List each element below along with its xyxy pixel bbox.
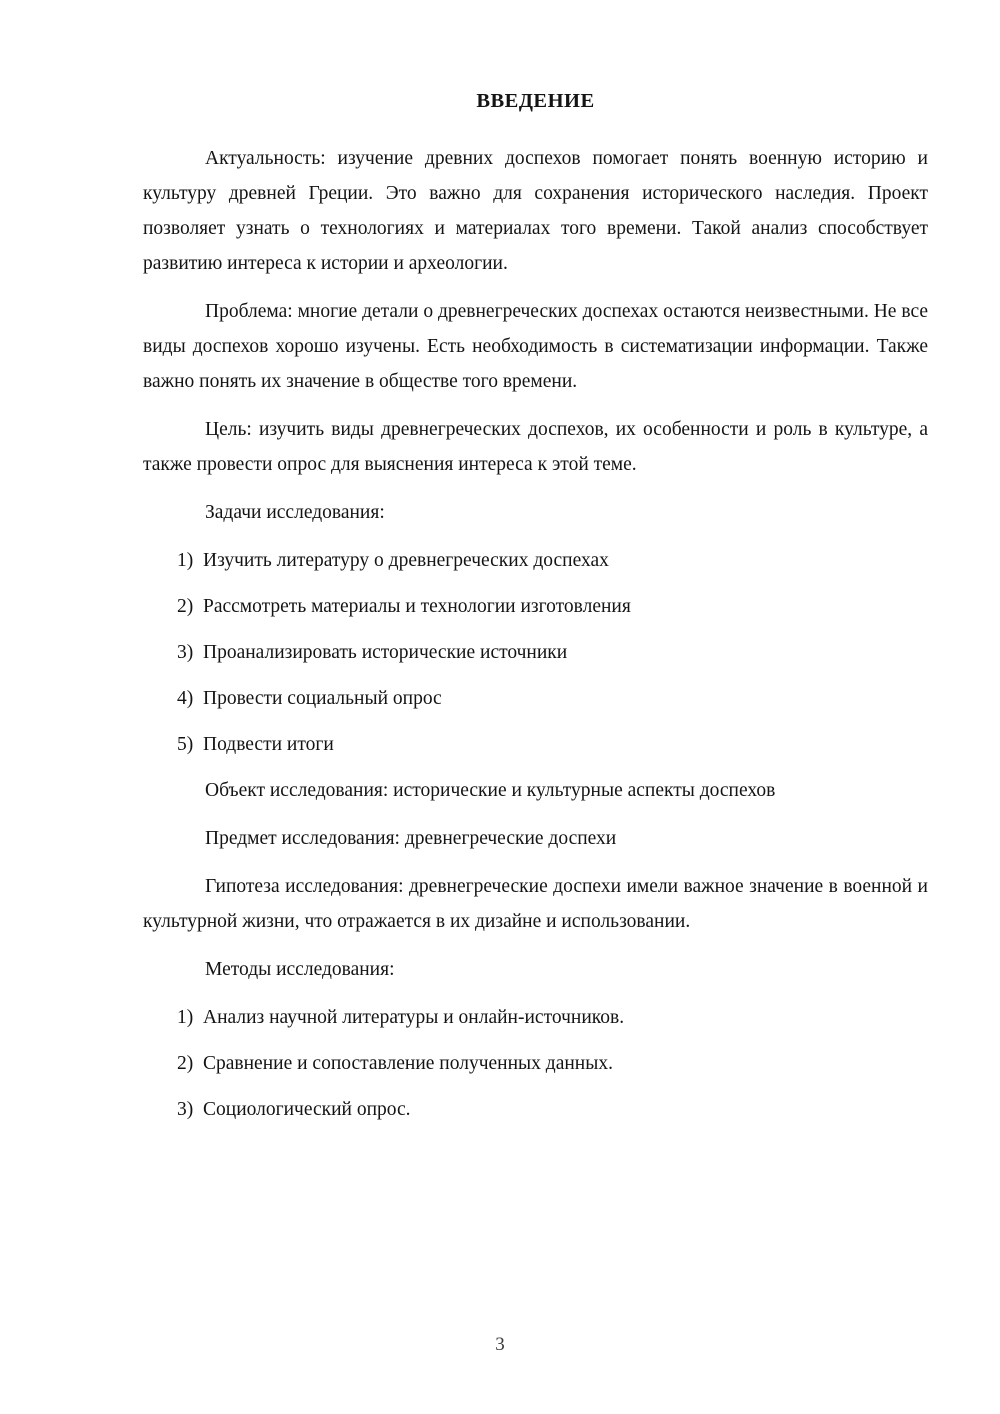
paragraph-object: Объект исследования: исторические и культурные аспекты доспехов <box>205 780 776 801</box>
task-text: Изучить литературу о древнегреческих доспехах <box>203 550 609 571</box>
task-item-1 <box>177 543 928 578</box>
task-text: Рассмотреть материалы и технологии изготовления <box>203 596 631 617</box>
paragraph-subject: Предмет исследования: древнегреческие доспехи <box>205 828 617 849</box>
method-item-2 <box>177 1046 928 1081</box>
task-item-4 <box>177 681 928 716</box>
tasks-heading: Задачи исследования: <box>205 502 385 523</box>
task-text: Провести социальный опрос <box>203 688 442 709</box>
method-text: Социологический опрос. <box>203 1099 411 1120</box>
method-number: 1) <box>177 1007 194 1028</box>
task-number: 4) <box>177 688 194 709</box>
paragraph-hypothesis: Гипотеза исследования: древнегреческие доспехи имели важное значение в военной и культурной жизни, что отражается в их дизайне и использовании. <box>143 876 928 932</box>
task-number: 1) <box>177 550 194 571</box>
method-number: 3) <box>177 1099 194 1120</box>
paragraph-relevance: Актуальность: изучение древних доспехов помогает понять военную историю и культуру древней Греции. Это важно для сохранения исторического наследия. Проект позволяет узнать о технологиях и материалах того времени. Такой анализ способствует развитию интереса к истории и археологии. <box>143 148 928 274</box>
task-number: 2) <box>177 596 194 617</box>
paragraph-goal: Цель: изучить виды древнегреческих доспехов, их особенности и роль в культуре, а также провести опрос для выяснения интереса к этой теме. <box>143 419 928 475</box>
task-item-5 <box>177 727 928 762</box>
paragraph-problem: Проблема: многие детали о древнегреческих доспехах остаются неизвестными. Не все виды доспехов хорошо изучены. Есть необходимость в систематизации информации. Также важно понять их значение в обществе того времени. <box>143 301 928 392</box>
task-item-3 <box>177 635 928 670</box>
page-title: ВВЕДЕНИЕ <box>476 90 595 112</box>
method-number: 2) <box>177 1053 194 1074</box>
methods-heading: Методы исследования: <box>205 959 395 980</box>
task-text: Проанализировать исторические источники <box>203 642 568 663</box>
method-text: Анализ научной литературы и онлайн-источников. <box>203 1007 625 1028</box>
task-number: 5) <box>177 734 194 755</box>
method-text: Сравнение и сопоставление полученных данных. <box>203 1053 613 1074</box>
method-item-1 <box>177 1000 928 1035</box>
task-item-2 <box>177 589 928 624</box>
task-text: Подвести итоги <box>203 734 334 755</box>
page-number: 3 <box>495 1334 505 1355</box>
method-item-3 <box>177 1092 928 1127</box>
task-number: 3) <box>177 642 194 663</box>
